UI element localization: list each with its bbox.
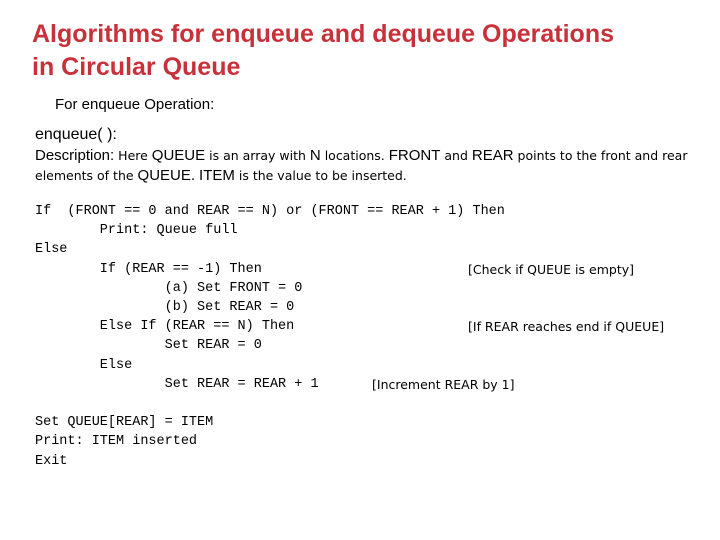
description-label: Description: [35,147,115,164]
title-line-2: in Circular Queue [32,53,241,81]
code-line-10: Set REAR = REAR + 1 [35,377,319,392]
code-line-7: Else If (REAR == N) Then [35,319,295,334]
code-line-4: If (REAR == -1) Then [35,262,262,277]
description-paragraph [35,146,695,186]
title-line-1: Algorithms for enqueue and dequeue Operations [32,20,615,48]
keyword-item: ITEM [199,167,235,184]
description-text: points to the front and rear elements of the [35,148,688,183]
code-line-6: (b) Set REAR = 0 [35,300,295,315]
keyword-queue-2: QUEUE. [137,167,196,184]
keyword-rear: REAR [471,147,514,164]
comment-end-check: [If REAR reaches end if QUEUE] [468,319,665,334]
comment-empty-check: [Check if QUEUE is empty] [468,262,634,277]
code-line-13: Exit [35,454,68,469]
function-heading: enqueue( ): [35,126,117,143]
code-line-12: Print: ITEM inserted [35,434,198,449]
code-line-11: Set QUEUE[REAR] = ITEM [35,415,214,430]
code-line-1: If (FRONT == 0 and REAR == N) or (FRONT == REAR + 1) Then [35,204,505,219]
description-text: is the value to be inserted. [234,168,407,183]
description-text: is an array with [205,148,310,163]
keyword-front: FRONT [388,147,441,164]
slide-title [32,18,702,84]
comment-increment: [Increment REAR by 1] [372,377,515,392]
description-text: locations. [320,148,389,163]
description-text: and [440,148,472,163]
code-line-8: Set REAR = 0 [35,338,262,353]
description-text: Here [114,148,152,163]
code-line-5: (a) Set FRONT = 0 [35,281,303,296]
code-line-2: Print: Queue full [35,223,238,238]
code-line-3: Else [35,242,68,257]
code-line-9: Else [35,358,133,373]
keyword-n: N [309,147,321,164]
keyword-queue: QUEUE [151,147,206,164]
section-subtitle: For enqueue Operation: [55,96,215,113]
